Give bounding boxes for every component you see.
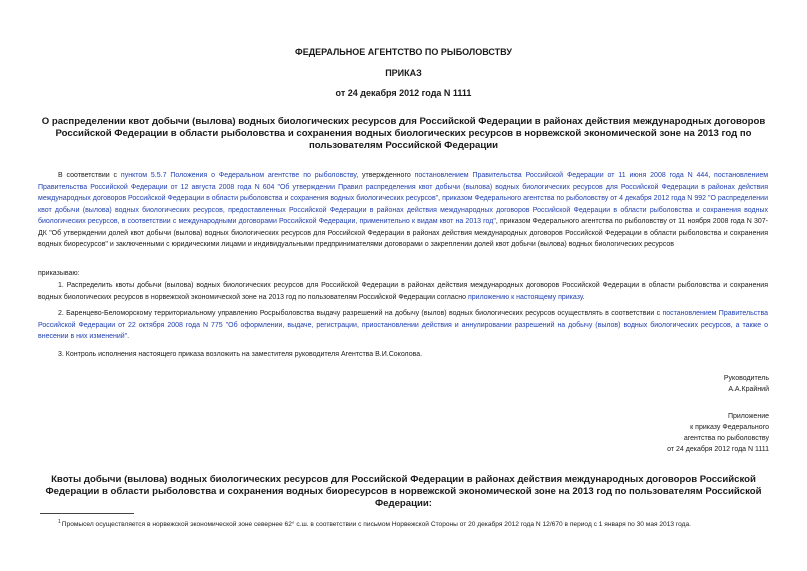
link-resolution-444[interactable]: постановлением Правительства Российской Федерации от 11 июня 2008 года N 444 (414, 172, 709, 179)
order-word: приказываю: (38, 270, 80, 277)
order-item-1 (38, 280, 768, 303)
preamble-text-3: , (708, 172, 715, 179)
quotas-title: Квоты добычи (вылова) водных биологических ресурсов для Российской Федерации в районах действия международных договоров Российской Федерации в области рыболовства и сохранения водных биоресурсов в норвежской экономической зоне на 2013 год по пользователям Российской Федерации: (45, 474, 762, 509)
signature-role: Руководитель (723, 375, 769, 382)
appendix-line-4: от 24 декабря 2012 года N 1111 (667, 446, 769, 453)
preamble-text-1: В соответствии с (58, 172, 121, 179)
link-order-992[interactable]: приказом Федерального агентства по рыболовству от 4 декабря 2012 года N 992 "О распределении квот добычи (вылова) водных биологических ресурсов, предоставленных Российской Федерации в районах действия международных договоров Российской Федерации в области рыболовства и сохранения водных биологических ресурсов, в соответствии с международными договорами Российской Федерации, применительно к видам квот на 2013 год" (38, 195, 768, 225)
link-resolution-604[interactable]: постановлением Правительства Российской Федерации от 12 августа 2008 года N 604 "Об утверждении Правил распределения квот добычи (вылова) водных биологических ресурсов для Российской Федерации в районах действия международных договоров Российской Федерации в области рыболовства и сохранения водных биологических ресурсов" (38, 172, 769, 202)
footnote-mark: 1 (58, 519, 61, 525)
link-resolution-775[interactable]: постановлением Правительства Российской Федерации от 22 октября 2008 года N 775 "Об оформлении, выдаче, регистрации, приостановлении действия и аннулировании разрешений на добычу (вылов) водных биологических ресурсов, а также о внесении в них изменений" (38, 310, 768, 340)
footnote-divider (40, 513, 134, 514)
item-2-tail: . (127, 333, 130, 340)
order-item-2 (38, 308, 768, 343)
appendix-line-3: агентства по рыболовству (683, 435, 769, 442)
appendix-header (629, 411, 769, 455)
footnote (58, 517, 768, 530)
order-item-3: 3. Контроль исполнения настоящего приказа возложить на заместителя руководителя Агентства В.И.Соколова. (58, 351, 423, 358)
preamble-text-4: , (438, 195, 443, 202)
link-appendix[interactable]: приложению к настоящему приказу (467, 293, 583, 301)
item-1-tail: . (582, 293, 585, 301)
link-regulation-clause[interactable]: пунктом 5.5.7 Положения о Федеральном агентстве по рыболовству (120, 172, 357, 179)
document-subject: О распределении квот добычи (вылова) водных биологических ресурсов для Российской Федерации в районах действия международных договоров Российской Федерации в области рыболовства и сохранения водных биологических ресурсов в норвежской экономической зоне на 2013 год по пользователям Российской Федерации (41, 116, 766, 151)
appendix-line-1: Приложение (727, 413, 769, 420)
footnote-text: Промысел осуществляется в норвежской экономической зоне севернее 62° с.ш. в соответствии с письмом Норвежской Стороны от 20 декабря 2012 года N 12/670 в период с 1 января по 30 мая 2013 года. (61, 521, 692, 529)
preamble-paragraph (38, 170, 768, 251)
item-1-text: 1. Распределить квоты добычи (вылова) водных биологических ресурсов для Российской Федерации в районах действия международных договоров Российской Федерации в области рыболовства и сохранения водных биологических ресурсов в норвежской экономической зоне на 2013 год по пользователям Российской Федерации согласно (38, 282, 768, 301)
agency-title: ФЕДЕРАЛЬНОЕ АГЕНТСТВО ПО РЫБОЛОВСТВУ (295, 47, 512, 57)
item-2-text: 2. Баренцево-Беломорскому территориальному управлению Росрыболовства выдачу разрешений на добычу (вылов) водных биологических ресурсов осуществлять в соответствии с (58, 310, 663, 317)
signature-name: А.А.Крайний (728, 386, 769, 393)
preamble-text-2: , утвержденного (356, 172, 415, 179)
document-type: ПРИКАЗ (385, 68, 422, 78)
document-date-number: от 24 декабря 2012 года N 1111 (335, 88, 472, 98)
preamble-text-5: , приказом Федерального агентства по рыболовству от 11 ноября 2008 года N 307-ДК "Об утверждении долей квот добычи (вылова) водных биологических ресурсов для Российской Федерации в районах действия международных договоров Российской Федерации в области рыболовства и сохранения водных биоресурсов" и заключенными с юридическими лицами и индивидуальными предпринимателями договорами о закреплении долей квот добычи (вылова) водных биологических ресурсов (38, 218, 768, 248)
appendix-line-2: к приказу Федерального (690, 424, 769, 431)
